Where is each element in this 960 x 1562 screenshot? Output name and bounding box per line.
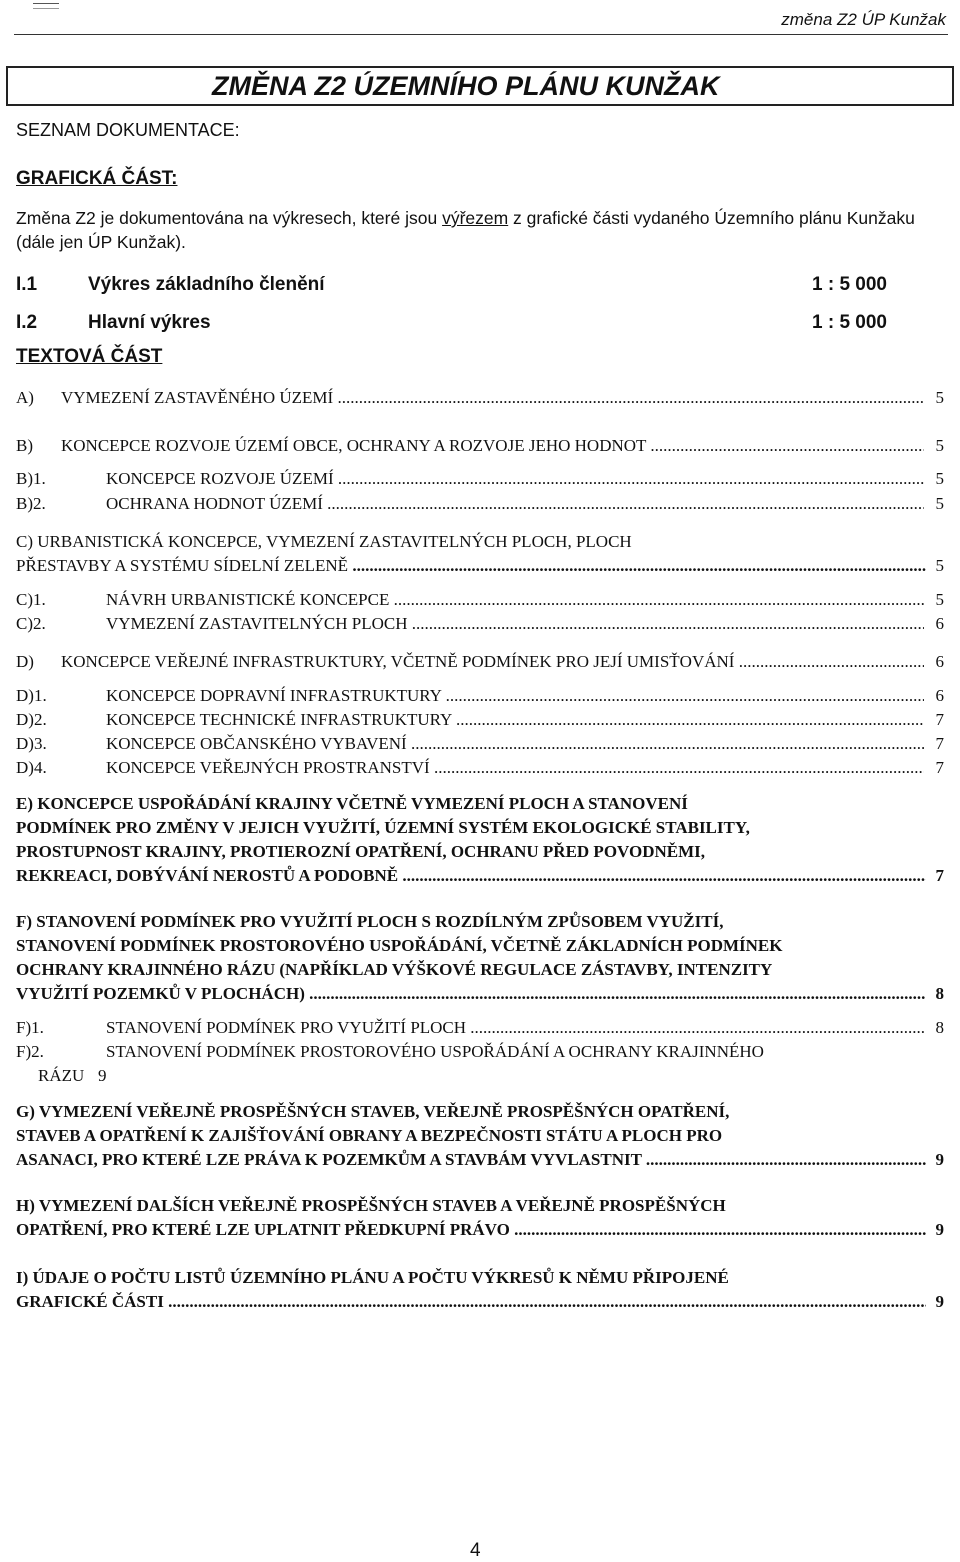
graficka-heading: GRAFICKÁ ČÁST: <box>16 168 178 189</box>
document-title: ZMĚNA Z2 ÚZEMNÍHO PLÁNU KUNŽAK <box>212 71 720 101</box>
page-number: 4 <box>470 1540 481 1561</box>
toc-page: 5 <box>932 494 945 514</box>
toc-page: 5 <box>932 388 945 408</box>
toc-page: 7 <box>932 710 945 730</box>
toc-entry-e: E) KONCEPCE USPOŘÁDÁNÍ KRAJINY VČETNĚ VYMEZENÍ PLOCH A STANOVENÍ PODMÍNEK PRO ZMĚNY V JEJICH VYUŽITÍ, ÚZEMNÍ SYSTÉM EKOLOGICKÉ STABILITY, PROSTUPNOST KRAJINY, PROTIEROZNÍ OPATŘENÍ, OCHRANU PŘED POVODNĚMI, REKREACI, DOBÝVÁNÍ NEROSTŮ A PODOBNĚ ..... 7 <box>16 792 944 888</box>
intro-underlined-word: výřezem <box>442 208 509 228</box>
toc-page: 8 <box>932 982 945 1006</box>
toc-page: 5 <box>932 590 945 610</box>
drawing-name: Hlavní výkres <box>88 312 211 333</box>
toc-page: 9 <box>932 1148 945 1172</box>
toc-entry-c: C) URBANISTICKÁ KONCEPCE, VYMEZENÍ ZASTAVITELNÝCH PLOCH, PLOCH PŘESTAVBY A SYSTÉMU SÍDELNÍ ZELENĚ ..... 5 <box>16 530 944 578</box>
drawing-code: I.1 <box>16 274 38 295</box>
toc-page: 5 <box>932 436 945 456</box>
toc-page: 9 <box>932 1290 945 1314</box>
toc-page: 9 <box>932 1218 945 1242</box>
toc-page: 7 <box>932 758 945 778</box>
seznam-heading: SEZNAM DOKUMENTACE: <box>16 120 240 140</box>
toc-page: 5 <box>932 469 945 489</box>
drawing-scale: 1 : 5 000 <box>812 274 887 295</box>
drawing-code: I.2 <box>16 312 38 333</box>
toc-page: 6 <box>932 614 945 634</box>
toc-entry-f: F) STANOVENÍ PODMÍNEK PRO VYUŽITÍ PLOCH S ROZDÍLNÝM ZPŮSOBEM VYUŽITÍ, STANOVENÍ PODMÍNEK PROSTOROVÉHO USPOŘÁDÁNÍ, VČETNĚ ZÁKLADNÍCH PODMÍNEK OCHRANY KRAJINNÉHO RÁZU (NAPŘÍKLAD VÝŠKOVÉ REGULACE ZÁSTAVBY, INTENZITY VYUŽITÍ POZEMKŮ V PLOCHÁCH) ..... 8 <box>16 910 944 1006</box>
title-box <box>6 66 954 106</box>
drawing-scale: 1 : 5 000 <box>812 312 887 333</box>
toc-page: 6 <box>932 652 945 672</box>
toc-page: 8 <box>932 1018 945 1038</box>
toc-entry-g: G) VYMEZENÍ VEŘEJNĚ PROSPĚŠNÝCH STAVEB, VEŘEJNĚ PROSPĚŠNÝCH OPATŘENÍ, STAVEB A OPATŘENÍ K ZAJIŠŤOVÁNÍ OBRANY A BEZPEČNOSTI STÁTU A PLOCH PRO ASANACI, PRO KTERÉ LZE PRÁVA K POZEMKŮM A STAVBÁM VYVLASTNIT ..... 9 <box>16 1100 944 1172</box>
running-header: změna Z2 ÚP Kunžak <box>781 10 946 29</box>
toc-page: 9 <box>98 1066 107 1085</box>
toc-page: 5 <box>932 554 945 578</box>
textova-heading: TEXTOVÁ ČÁST <box>16 346 163 367</box>
header-logo-mark <box>33 3 59 9</box>
header-divider <box>14 34 948 35</box>
toc-page: 7 <box>932 734 945 754</box>
toc-page: 6 <box>932 686 945 706</box>
toc-entry-h: H) VYMEZENÍ DALŠÍCH VEŘEJNĚ PROSPĚŠNÝCH STAVEB A VEŘEJNĚ PROSPĚŠNÝCH OPATŘENÍ, PRO KTERÉ LZE UPLATNIT PŘEDKUPNÍ PRÁVO ..... 9 <box>16 1194 944 1242</box>
toc-page: 7 <box>932 864 945 888</box>
drawing-name: Výkres základního členění <box>88 274 325 295</box>
toc-entry-i: I) ÚDAJE O POČTU LISTŮ ÚZEMNÍHO PLÁNU A POČTU VÝKRESŮ K NĚMU PŘIPOJENÉ GRAFICKÉ ČÁSTI ..... 9 <box>16 1266 944 1314</box>
graficka-intro: Změna Z2 je dokumentována na výkresech, které jsou výřezem z grafické části vydaného Územního plánu Kunžaku (dále jen ÚP Kunžak). <box>16 208 915 252</box>
